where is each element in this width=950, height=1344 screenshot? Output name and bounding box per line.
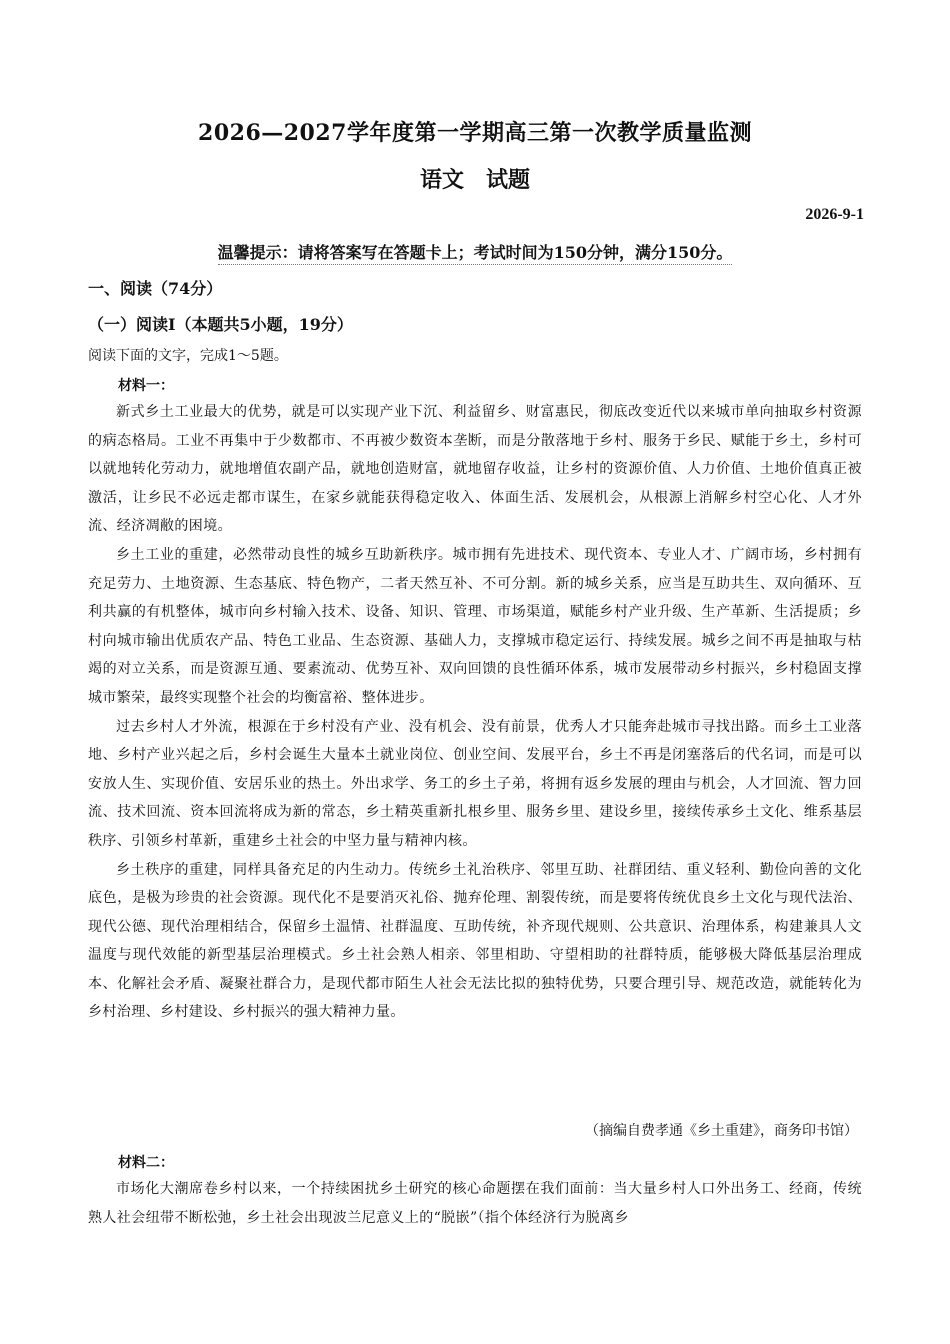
exam-title: 2026—2027学年度第一学期高三第一次教学质量监测 xyxy=(198,120,752,146)
part-heading: （一）阅读Ⅰ（本题共5小题，19分） xyxy=(88,315,353,334)
section-heading: 一、阅读（74分） xyxy=(88,279,223,298)
material2-label: 材料二： xyxy=(118,1155,174,1171)
reading-instruction: 阅读下面的文字，完成1～5题。 xyxy=(88,348,288,364)
material1-paragraph-2: 乡土工业的重建，必然带动良性的城乡互助新秩序。城市拥有先进技术、现代资本、专业人才、广阔市场，乡村拥有充足劳力、土地资源、生态基底、特色物产，二者天然互补、不可分割。新的城乡关系，应当是互助共生、双向循环、互利共赢的有机整体，城市向乡村输入技术、设备、知识、管理、市场渠道，赋能乡村产业升级、生产革新、生活提质；乡村向城市输出优质农产品、特色工业品、生态资源、基础人力，支撑城市稳定运行、持续发展。城乡之间不再是抽取与枯竭的对立关系，而是资源互通、要素流动、优势互补、双向回馈的良性循环体系，城市发展带动乡村振兴，乡村稳固支撑城市繁荣，最终实现整个社会的均衡富裕、整体进步。 xyxy=(88,546,862,706)
exam-tip-text: 温馨提示：请将答案写在答题卡上；考试时间为150分钟，满分150分。 xyxy=(218,243,733,265)
material1-source: （摘编自费孝通《乡土重建》，商务印书馆） xyxy=(585,1123,858,1139)
material1-body xyxy=(88,398,862,1027)
material1-paragraph-4: 乡土秩序的重建，同样具备充足的内生动力。传统乡土礼治秩序、邻里互助、社群团结、重义轻利、勤俭向善的文化底色，是极为珍贵的社会资源。现代化不是要消灭礼俗、抛弃伦理、割裂传统，而是要将传统优良乡土文化与现代法治、现代公德、现代治理相结合，保留乡土温情、社群温度、互助传统，补齐现代规则、公共意识、治理体系，构建兼具人文温度与现代效能的新型基层治理模式。乡土社会熟人相亲、邻里相助、守望相助的社群特质，能够极大降低基层治理成本、化解社会矛盾、凝聚社群合力，是现代都市陌生人社会无法比拟的独特优势，只要合理引导、规范改造，就能转化为乡村治理、乡村建设、乡村振兴的强大精神力量。 xyxy=(88,861,862,1021)
exam-tip xyxy=(0,240,950,263)
material1-paragraph-1: 新式乡土工业最大的优势，就是可以实现产业下沉、利益留乡、财富惠民，彻底改变近代以来城市单向抽取乡村资源的病态格局。工业不再集中于少数都市、不再被少数资本垄断，而是分散落地于乡村、服务于乡民、赋能于乡土，乡村可以就地转化劳动力，就地增值农副产品，就地创造财富，就地留存收益，让乡村的资源价值、人力价值、土地价值真正被激活，让乡民不必远走都市谋生，在家乡就能获得稳定收入、体面生活、发展机会，从根源上消解乡村空心化、人才外流、经济凋敝的困境。 xyxy=(88,404,862,535)
material1-label: 材料一： xyxy=(118,378,174,394)
exam-date: 2026-9-1 xyxy=(805,206,864,223)
material1-paragraph-3: 过去乡村人才外流，根源在于乡村没有产业、没有机会、没有前景，优秀人才只能奔赴城市寻找出路。而乡土工业落地、乡村产业兴起之后，乡村会诞生大量本土就业岗位、创业空间、发展平台，乡土不再是闭塞落后的代名词，而是可以安放人生、实现价值、安居乐业的热土。外出求学、务工的乡土子弟，将拥有返乡发展的理由与机会，人才回流、智力回流、技术回流、资本回流将成为新的常态，乡土精英重新扎根乡里、服务乡里、建设乡里，接续传承乡土文化、维系基层秩序、引领乡村革新，重建乡土社会的中坚力量与精神内核。 xyxy=(88,718,862,849)
exam-subtitle: 语文 试题 xyxy=(419,167,530,193)
material2-paragraph-1: 市场化大潮席卷乡村以来，一个持续困扰乡土研究的核心命题摆在我们面前：当大量乡村人口外出务工、经商，传统熟人社会纽带不断松弛，乡土社会出现波兰尼意义上的“脱嵌”（指个体经济行为脱离乡 xyxy=(88,1181,862,1226)
material2-body xyxy=(88,1175,862,1232)
